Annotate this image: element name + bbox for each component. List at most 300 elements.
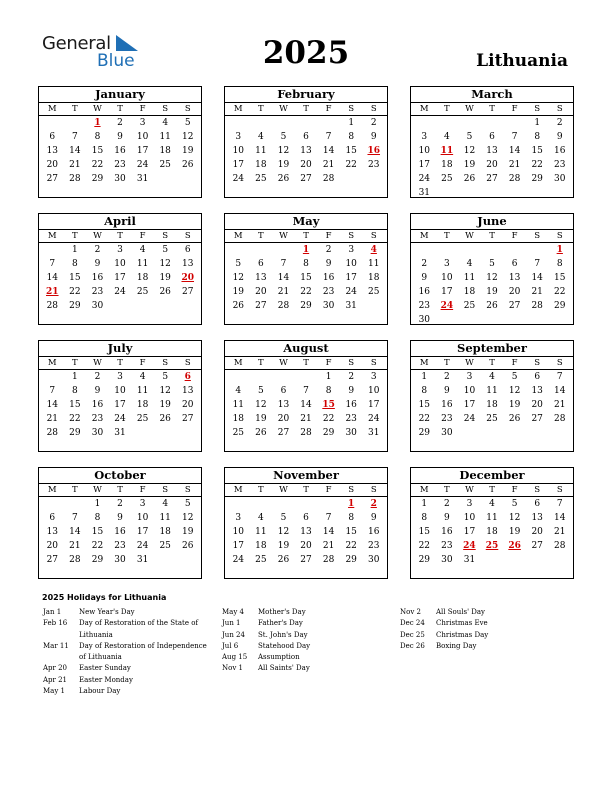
- day-number: 1: [348, 118, 355, 128]
- day-number: 26: [486, 301, 498, 311]
- day-number: 30: [441, 555, 453, 565]
- empty-day-cell: [41, 497, 64, 511]
- weekday-header-row: [225, 484, 387, 497]
- day-number: 4: [139, 372, 146, 382]
- day-cell: [413, 497, 436, 511]
- day-cell: [295, 384, 318, 398]
- day-cell: [340, 398, 363, 412]
- empty-day-cell: [131, 299, 154, 313]
- holiday-day-cell: [295, 243, 318, 257]
- week-row: [225, 384, 387, 398]
- day-number: 25: [136, 414, 149, 424]
- day-number: 27: [300, 174, 312, 184]
- empty-day-cell: [176, 553, 199, 567]
- week-row: [39, 130, 201, 144]
- weekday-header-row: [411, 103, 573, 116]
- day-number: 9: [348, 386, 355, 396]
- day-number: 5: [489, 259, 495, 269]
- empty-day-cell: [503, 243, 526, 257]
- day-cell: [317, 511, 340, 525]
- day-number: 10: [114, 259, 126, 269]
- day-number: 20: [46, 541, 59, 551]
- day-cell: [272, 525, 295, 539]
- day-cell: [295, 426, 318, 440]
- day-cell: [362, 384, 385, 398]
- day-number: 25: [232, 428, 245, 438]
- day-cell: [526, 525, 549, 539]
- week-row: [411, 186, 573, 200]
- day-cell: [131, 257, 154, 271]
- day-cell: [548, 299, 571, 313]
- day-cell: [131, 398, 154, 412]
- day-number: 22: [345, 160, 357, 170]
- day-number: 15: [418, 400, 431, 410]
- day-cell: [413, 525, 436, 539]
- day-number: 1: [302, 245, 310, 255]
- empty-day-cell: [64, 497, 87, 511]
- day-number: 24: [136, 160, 149, 170]
- day-number: 22: [531, 160, 543, 170]
- day-cell: [503, 525, 526, 539]
- day-number: 20: [182, 400, 194, 410]
- day-cell: [295, 172, 318, 186]
- holiday-day-cell: [41, 285, 64, 299]
- weekday-label: T: [303, 358, 309, 368]
- day-cell: [503, 257, 526, 271]
- day-number: 1: [94, 499, 101, 509]
- month-title: January: [39, 87, 201, 103]
- day-number: 7: [72, 513, 78, 523]
- day-cell: [41, 172, 64, 186]
- day-number: 25: [159, 160, 171, 170]
- day-number: 23: [91, 287, 104, 297]
- day-number: 12: [182, 132, 194, 142]
- day-number: 30: [322, 301, 335, 311]
- day-cell: [154, 144, 177, 158]
- day-number: 15: [322, 400, 335, 410]
- empty-day-cell: [41, 116, 64, 130]
- empty-day-cell: [41, 370, 64, 384]
- day-cell: [548, 525, 571, 539]
- day-number: 30: [418, 315, 431, 325]
- empty-day-cell: [154, 553, 177, 567]
- day-cell: [41, 384, 64, 398]
- day-cell: [272, 299, 295, 313]
- day-number: 12: [159, 386, 171, 396]
- day-number: 17: [345, 273, 357, 283]
- day-number: 5: [280, 132, 287, 142]
- month-title: November: [225, 468, 387, 484]
- weekday-label: F: [325, 485, 332, 495]
- day-number: 16: [91, 400, 104, 410]
- day-cell: [317, 130, 340, 144]
- day-number: 19: [486, 287, 498, 297]
- day-number: 27: [182, 414, 194, 424]
- day-number: 12: [463, 146, 476, 156]
- day-number: 4: [466, 259, 473, 269]
- weekday-label: F: [511, 104, 518, 114]
- weekday-header-row: [225, 357, 387, 370]
- day-number: 26: [255, 428, 267, 438]
- day-cell: [436, 398, 459, 412]
- day-number: 8: [556, 259, 563, 269]
- holiday-day-cell: [176, 271, 199, 285]
- day-number: 8: [421, 513, 428, 523]
- day-number: 26: [182, 541, 194, 551]
- day-number: 15: [345, 146, 357, 156]
- weekday-header-row: [411, 484, 573, 497]
- day-number: 12: [508, 513, 521, 523]
- day-cell: [272, 271, 295, 285]
- day-number: 7: [49, 259, 56, 269]
- day-cell: [340, 553, 363, 567]
- day-number: 13: [277, 400, 290, 410]
- day-cell: [413, 539, 436, 553]
- day-number: 8: [72, 386, 78, 396]
- day-cell: [413, 398, 436, 412]
- day-cell: [413, 426, 436, 440]
- holiday-day-cell: [86, 116, 109, 130]
- day-cell: [503, 271, 526, 285]
- weekday-label: S: [556, 104, 563, 114]
- day-number: 3: [117, 245, 123, 255]
- holiday-date: Apr 20: [43, 664, 68, 673]
- day-number: 11: [136, 259, 149, 269]
- day-cell: [436, 370, 459, 384]
- day-number: 25: [485, 541, 499, 551]
- day-cell: [227, 144, 250, 158]
- holiday-entry: [43, 618, 213, 641]
- day-cell: [413, 313, 436, 327]
- day-number: 9: [325, 259, 332, 269]
- week-row: [39, 539, 201, 553]
- week-row: [39, 525, 201, 539]
- day-number: 15: [531, 146, 543, 156]
- empty-day-cell: [548, 553, 571, 567]
- month-title: September: [411, 341, 573, 357]
- day-cell: [317, 412, 340, 426]
- weekday-label: S: [370, 485, 377, 495]
- week-row: [411, 511, 573, 525]
- day-cell: [458, 285, 481, 299]
- day-number: 10: [441, 273, 453, 283]
- weekday-label: S: [184, 231, 191, 241]
- day-number: 16: [368, 527, 380, 537]
- day-cell: [340, 285, 363, 299]
- week-row: [39, 412, 201, 426]
- day-number: 10: [418, 146, 431, 156]
- day-number: 14: [277, 273, 290, 283]
- weekday-label: F: [139, 485, 146, 495]
- day-cell: [176, 144, 199, 158]
- day-cell: [481, 412, 504, 426]
- day-number: 14: [554, 386, 566, 396]
- day-number: 11: [486, 513, 498, 523]
- day-cell: [548, 271, 571, 285]
- day-cell: [131, 370, 154, 384]
- weekday-label: S: [370, 358, 377, 368]
- weekday-label: T: [444, 358, 450, 368]
- day-cell: [64, 539, 87, 553]
- empty-day-cell: [154, 426, 177, 440]
- empty-day-cell: [131, 426, 154, 440]
- day-cell: [413, 299, 436, 313]
- day-cell: [250, 285, 273, 299]
- weekday-header-row: [39, 230, 201, 243]
- day-cell: [64, 525, 87, 539]
- day-cell: [64, 285, 87, 299]
- empty-day-cell: [481, 553, 504, 567]
- week-row: [411, 539, 573, 553]
- day-number: 21: [322, 160, 335, 170]
- day-number: 22: [418, 414, 431, 424]
- day-cell: [272, 553, 295, 567]
- holiday-entry: [222, 618, 382, 629]
- day-number: 23: [441, 414, 453, 424]
- day-cell: [109, 158, 132, 172]
- month-december: [410, 467, 574, 579]
- day-cell: [458, 172, 481, 186]
- day-number: 7: [556, 372, 563, 382]
- day-cell: [272, 398, 295, 412]
- day-cell: [86, 412, 109, 426]
- day-number: 6: [303, 132, 309, 142]
- day-number: 30: [91, 301, 104, 311]
- day-cell: [413, 412, 436, 426]
- day-cell: [548, 172, 571, 186]
- day-cell: [436, 384, 459, 398]
- day-number: 3: [370, 372, 377, 382]
- week-row: [411, 384, 573, 398]
- week-row: [39, 243, 201, 257]
- day-cell: [250, 511, 273, 525]
- day-cell: [41, 271, 64, 285]
- day-number: 18: [232, 414, 245, 424]
- day-number: 10: [136, 513, 149, 523]
- day-number: 8: [348, 132, 355, 142]
- day-cell: [413, 186, 436, 200]
- day-cell: [481, 144, 504, 158]
- day-cell: [109, 539, 132, 553]
- day-cell: [154, 243, 177, 257]
- day-cell: [86, 172, 109, 186]
- weekday-label: W: [93, 104, 102, 114]
- holiday-entry: [400, 641, 560, 652]
- weekday-header-row: [411, 230, 573, 243]
- day-cell: [481, 158, 504, 172]
- weekday-label: W: [279, 104, 288, 114]
- day-number: 27: [300, 555, 312, 565]
- day-number: 1: [72, 245, 78, 255]
- day-number: 18: [255, 541, 267, 551]
- day-number: 30: [554, 174, 566, 184]
- month-title: April: [39, 214, 201, 230]
- day-number: 7: [303, 386, 309, 396]
- day-cell: [526, 384, 549, 398]
- day-number: 16: [441, 400, 453, 410]
- month-title: March: [411, 87, 573, 103]
- day-number: 27: [277, 428, 290, 438]
- week-row: [225, 525, 387, 539]
- day-cell: [340, 257, 363, 271]
- day-number: 3: [235, 513, 242, 523]
- day-number: 9: [421, 273, 428, 283]
- day-number: 16: [91, 273, 104, 283]
- weekday-label: M: [47, 358, 57, 368]
- day-number: 21: [554, 527, 566, 537]
- week-row: [411, 370, 573, 384]
- weekday-label: T: [72, 104, 78, 114]
- day-cell: [458, 144, 481, 158]
- empty-day-cell: [413, 116, 436, 130]
- day-number: 6: [280, 386, 287, 396]
- week-row: [39, 271, 201, 285]
- week-row: [411, 299, 573, 313]
- day-cell: [526, 257, 549, 271]
- day-cell: [250, 525, 273, 539]
- empty-day-cell: [503, 313, 526, 327]
- week-row: [411, 313, 573, 327]
- day-cell: [340, 384, 363, 398]
- empty-day-cell: [481, 426, 504, 440]
- day-cell: [109, 553, 132, 567]
- day-cell: [176, 130, 199, 144]
- day-cell: [340, 412, 363, 426]
- empty-day-cell: [250, 116, 273, 130]
- day-number: 29: [69, 301, 81, 311]
- week-row: [39, 257, 201, 271]
- empty-day-cell: [295, 497, 318, 511]
- day-cell: [86, 384, 109, 398]
- day-number: 16: [554, 146, 566, 156]
- day-cell: [86, 257, 109, 271]
- day-cell: [526, 539, 549, 553]
- holiday-date: Dec 24: [400, 619, 425, 628]
- day-cell: [227, 271, 250, 285]
- day-number: 24: [114, 414, 126, 424]
- weekday-label: M: [419, 231, 429, 241]
- day-cell: [154, 271, 177, 285]
- day-cell: [109, 243, 132, 257]
- weekday-label: T: [117, 231, 123, 241]
- holiday-date: May 1: [43, 687, 65, 696]
- day-number: 1: [421, 499, 428, 509]
- holiday-name: St. John's Day: [258, 630, 308, 639]
- day-cell: [154, 285, 177, 299]
- day-number: 2: [421, 259, 428, 269]
- day-cell: [295, 130, 318, 144]
- day-cell: [64, 257, 87, 271]
- day-cell: [227, 412, 250, 426]
- day-number: 2: [94, 245, 101, 255]
- holiday-day-cell: [436, 299, 459, 313]
- day-number: 6: [534, 372, 541, 382]
- holiday-name: All Saints' Day: [258, 664, 310, 673]
- weekday-label: S: [348, 485, 355, 495]
- day-number: 3: [421, 132, 428, 142]
- day-number: 11: [440, 146, 454, 156]
- day-number: 17: [136, 527, 149, 537]
- day-number: 2: [94, 372, 101, 382]
- day-cell: [41, 412, 64, 426]
- day-number: 18: [486, 527, 498, 537]
- week-row: [225, 271, 387, 285]
- day-cell: [109, 384, 132, 398]
- day-number: 20: [46, 160, 59, 170]
- day-cell: [548, 130, 571, 144]
- day-number: 13: [255, 273, 267, 283]
- day-number: 8: [72, 259, 78, 269]
- day-cell: [481, 525, 504, 539]
- weekday-label: S: [534, 358, 541, 368]
- week-row: [225, 257, 387, 271]
- day-number: 12: [255, 400, 267, 410]
- day-cell: [458, 158, 481, 172]
- weekday-label: M: [233, 485, 243, 495]
- day-cell: [250, 158, 273, 172]
- weekday-label: F: [325, 231, 332, 241]
- day-cell: [548, 497, 571, 511]
- day-cell: [548, 257, 571, 271]
- day-cell: [131, 243, 154, 257]
- day-cell: [526, 158, 549, 172]
- weekday-label: S: [184, 104, 191, 114]
- weekday-label: W: [93, 485, 102, 495]
- day-number: 3: [139, 118, 146, 128]
- day-number: 7: [280, 259, 287, 269]
- day-number: 23: [91, 414, 104, 424]
- week-row: [225, 243, 387, 257]
- day-number: 24: [463, 541, 476, 551]
- holiday-date: May 4: [222, 608, 244, 616]
- day-number: 20: [300, 160, 312, 170]
- holiday-date: Dec 26: [400, 641, 425, 650]
- day-number: 23: [554, 160, 566, 170]
- day-cell: [86, 130, 109, 144]
- day-number: 25: [159, 541, 171, 551]
- holiday-day-cell: [481, 539, 504, 553]
- day-cell: [64, 243, 87, 257]
- day-number: 6: [534, 499, 541, 509]
- day-number: 19: [159, 400, 171, 410]
- day-cell: [362, 257, 385, 271]
- day-cell: [436, 412, 459, 426]
- weekday-label: S: [162, 485, 169, 495]
- day-number: 8: [94, 513, 101, 523]
- holiday-date: Nov 2: [400, 608, 421, 616]
- day-number: 9: [556, 132, 563, 142]
- day-number: 11: [159, 513, 171, 523]
- day-number: 18: [136, 400, 149, 410]
- holiday-entry: [222, 607, 382, 618]
- week-row: [225, 144, 387, 158]
- day-number: 26: [232, 301, 245, 311]
- day-cell: [131, 130, 154, 144]
- day-cell: [176, 525, 199, 539]
- empty-day-cell: [272, 116, 295, 130]
- holiday-day-cell: [176, 370, 199, 384]
- month-title: December: [411, 468, 573, 484]
- day-number: 15: [69, 273, 81, 283]
- holiday-name: Christmas Eve: [436, 619, 488, 628]
- weekday-label: T: [303, 231, 309, 241]
- week-row: [225, 497, 387, 511]
- day-number: 20: [277, 414, 290, 424]
- week-row: [411, 257, 573, 271]
- day-cell: [526, 370, 549, 384]
- weekday-label: S: [348, 358, 355, 368]
- day-number: 25: [255, 174, 267, 184]
